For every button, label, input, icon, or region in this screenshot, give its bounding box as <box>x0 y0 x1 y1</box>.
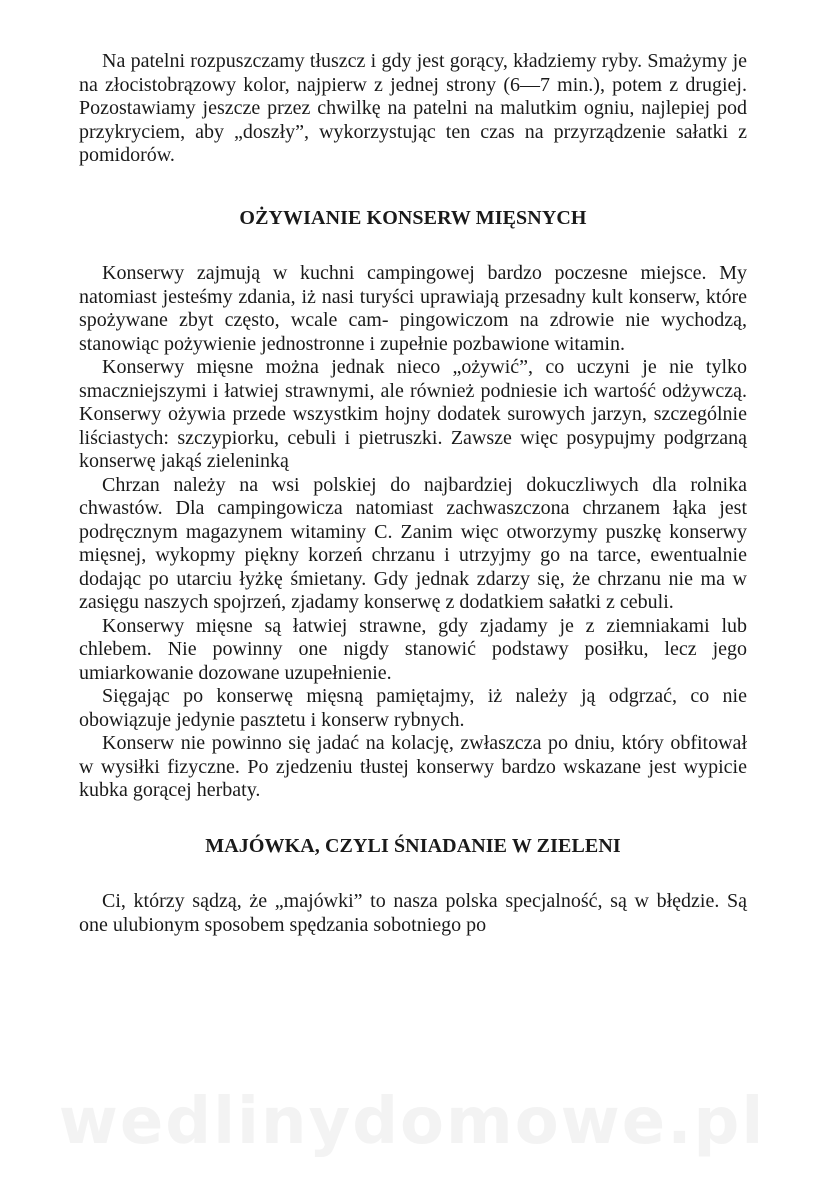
document-page <box>79 50 747 937</box>
section-heading: OŻYWIANIE KONSERW MIĘSNYCH <box>239 206 587 229</box>
paragraph: Konserw nie powinno się jadać na kolację, zwłaszcza po dniu, który obfitował w wysiłki fizyczne. Po zjedzeniu tłustej konserwy bardzo wskazane jest wypicie kubka gorącej herbaty. <box>79 732 747 801</box>
paragraph: Na patelni rozpuszczamy tłuszcz i gdy jest gorący, kładziemy ryby. Smażymy je na złocistobrązowy kolor, najpierw z jednej strony (6—7 min.), potem z drugiej. Pozostawiamy jeszcze przez chwilkę na patelni na malutkim ogniu, najlepiej pod przykryciem, aby „doszły”, wykorzystując ten czas na przyrządzenie sałatki z pomidorów. <box>79 50 747 166</box>
paragraph: Konserwy mięsne są łatwiej strawne, gdy zjadamy je z ziemniakami lub chlebem. Nie powinny one nigdy stanowić podstawy posiłku, lecz jego umiarkowanie dozowane uzupełnienie. <box>79 614 747 684</box>
section-heading: MAJÓWKA, CZYLI ŚNIADANIE W ZIELENI <box>205 834 621 857</box>
watermark: wedlinydomowe.pl <box>58 1085 766 1159</box>
paragraph: Sięgając po konserwę mięsną pamiętajmy, iż należy ją odgrzać, co nie obowiązuje jedynie pasztetu i konserw rybnych. <box>79 685 747 731</box>
paragraph: Chrzan należy na wsi polskiej do najbardziej dokuczliwych dla rolnika chwastów. Dla campingowicza natomiast zachwaszczona chrzanem łąka jest podręcznym magazynem witaminy C. Zanim więc otworzymy puszkę konserwy mięsnej, wykopmy piękny korzeń chrzanu i utrzyjmy go na tarce, ewentualnie dodając po utarciu łyżkę śmietany. Gdy jednak zdarzy się, że chrzanu nie ma w zasięgu naszych spojrzeń, zjadamy konserwę z dodatkiem sałatki z cebuli. <box>79 473 747 613</box>
paragraph: Ci, którzy sądzą, że „majówki” to nasza polska specjalność, są w błędzie. Są one ulubionym sposobem spędzania sobotniego po <box>79 890 747 936</box>
paragraph: Konserwy mięsne można jednak nieco „ożywić”, co uczyni je nie tylko smaczniejszymi i łatwiej strawnymi, ale również podniesie ich wartość odżywczą. Konserwy ożywia przede wszystkim hojny dodatek surowych jarzyn, szczególnie liściastych: szczypiorku, cebuli i pietruszki. Zawsze więc posypujmy podgrzaną konserwę jakąś zieleninką <box>79 356 747 472</box>
paragraph: Konserwy zajmują w kuchni campingowej bardzo poczesne miejsce. My natomiast jesteśmy zdania, iż nasi turyści uprawiają przesadny kult konserw, które spożywane zbyt często, wcale cam- pingowiczom na zdrowie nie wychodzą, stanowiąc pożywienie jednostronne i zupełnie pozbawione witamin. <box>79 262 747 355</box>
